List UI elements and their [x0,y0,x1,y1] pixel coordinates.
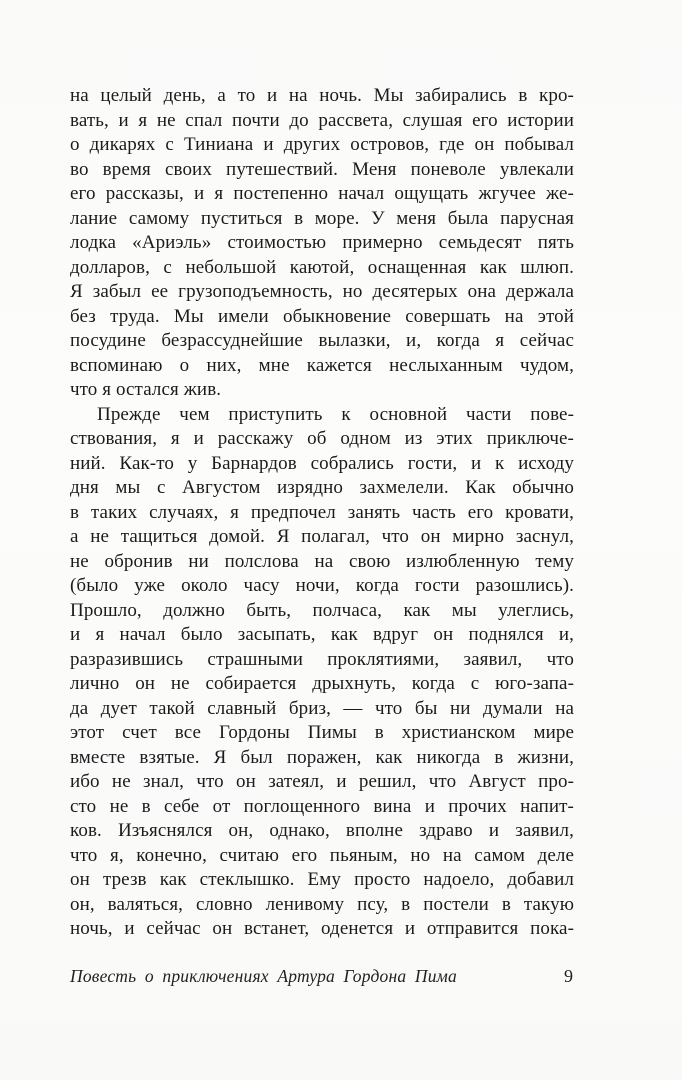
text-line: не обронив ни полслова на свою излюбленную тему [70,550,574,572]
text-line: сто не в себе от поглощенного вина и прочих напит- [70,795,574,817]
text-line: ночь, и сейчас он встанет, оденется и отправится пока- [70,918,574,939]
text-line: в таких случаях, я предпочел занять часть его кровати, [70,501,574,523]
text-line: посудине безрассуднейшие вылазки, и, когда я сейчас [70,330,574,351]
text-line: лодка «Ариэль» стоимостью примерно семьдесят пять [70,232,574,253]
text-line: разразившись страшными проклятиями, заявил, что [70,648,574,670]
text-line: дня мы с Августом изрядно захмелели. Как обычно [70,477,574,498]
text-line: ков. Изъяснялся он, однако, вполне здраво и заявил, [70,820,574,841]
text-line: он трезв как стеклышко. Ему просто надоело, добавил [70,869,574,890]
text-line: он, валяться, словно ленивому псу, в постели в такую [70,893,574,915]
page-body [70,84,574,942]
text-line: да дует такой славный бриз, — что бы ни думали на [70,697,574,719]
text-line: ствования, я и расскажу об одном из этих приключе- [70,428,574,449]
page-footer [70,966,576,987]
text-line: лично он не собирается дрыхнуть, когда с юго-запа- [70,673,574,694]
text-line: ний. Как-то у Барнардов собрались гости, и к исходу [70,452,574,474]
text-line: его рассказы, и я постепенно начал ощущать жгучее же- [70,183,574,204]
page-number: 9 [564,966,573,986]
text-line: Прошло, должно быть, полчаса, как мы улеглись, [70,599,574,621]
text-line: без труда. Мы имели обыкновение совершать на этой [70,305,574,327]
text-line: а не тащиться домой. Я полагал, что он мирно заснул, [70,526,574,547]
text-line: вместе взятые. Я был поражен, как никогда в жизни, [70,746,574,768]
text-line: ибо не знал, что он затеял, и решил, что Август про- [70,771,574,792]
text-line: вать, и я не спал почти до рассвета, слушая его истории [70,109,574,131]
text-line: и я начал было засыпать, как вдруг он поднялся и, [70,624,574,645]
text-line: вспоминаю о них, мне кажется неслыханным чудом, [70,354,574,376]
text-line: на целый день, а то и на ночь. Мы забирались в кро- [70,85,574,106]
text-line: что я остался жив. [70,379,222,400]
text-line: Я забыл ее грузоподъемность, но десятерых она держала [70,281,574,302]
text-line: долларов, с небольшой каютой, оснащенная как шлюп. [70,256,574,278]
text-line: во время своих путешествий. Меня поневоле увлекали [70,158,574,180]
text-line: (было уже около часу ночи, когда гости разошлись). [70,575,574,596]
text-line: о дикарях с Тиниана и других островов, где он побывал [70,134,574,155]
text-line: Прежде чем приступить к основной части пове- [97,403,574,425]
text-line: лание самому пуститься в море. У меня была парусная [70,207,574,229]
text-line: что я, конечно, считаю его пьяным, но на самом деле [70,844,574,866]
running-title: Повесть о приключениях Артура Гордона Пима [70,966,457,986]
text-line: этот счет все Гордоны Пимы в христианском мире [70,722,574,743]
